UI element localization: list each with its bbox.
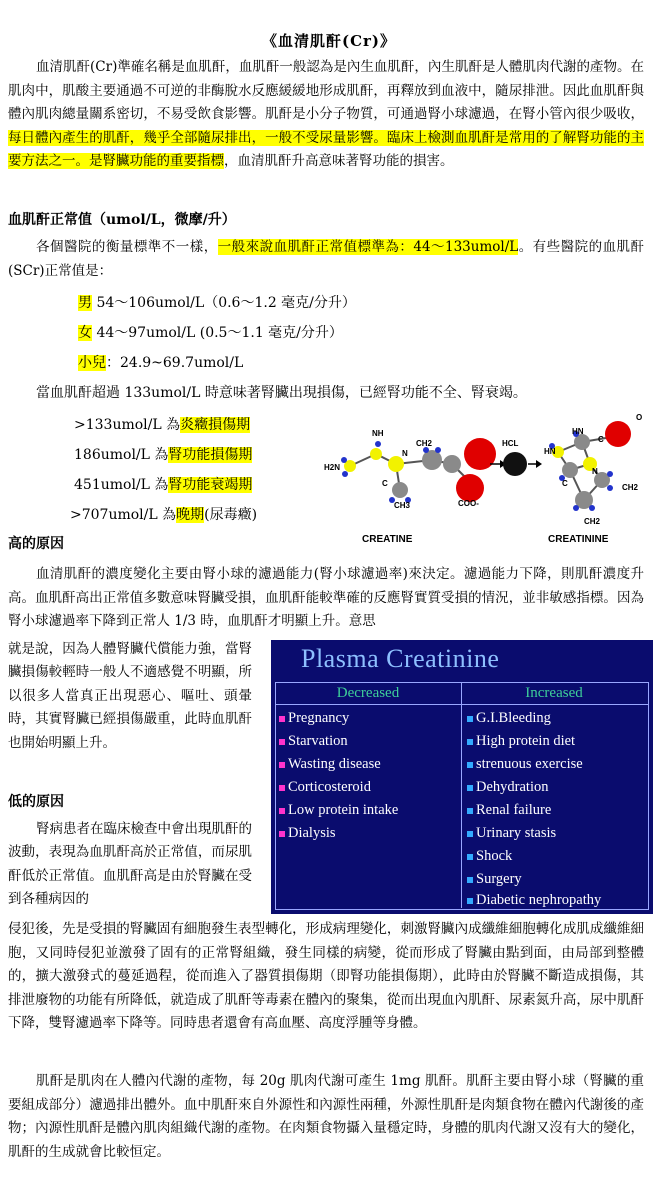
atom-label: O xyxy=(636,413,643,422)
atom-label: C xyxy=(598,435,604,444)
plasma-creatinine-panel xyxy=(271,640,653,914)
atom-label: H2N xyxy=(324,463,341,472)
low-heading: 低的原因 xyxy=(8,794,64,810)
atom-label: N xyxy=(402,449,408,458)
increased-item: Urinary stasis xyxy=(467,825,556,842)
stage-line xyxy=(74,444,252,464)
chlorine-atom xyxy=(503,452,527,476)
decreased-item: Pregnancy xyxy=(279,710,349,727)
decreased-item: Low protein intake xyxy=(279,802,398,819)
creatine-label: CREATINE xyxy=(362,534,413,545)
atom-label: HN xyxy=(572,427,584,436)
decreased-item: Dialysis xyxy=(279,825,336,842)
increased-item: Renal failure xyxy=(467,802,551,819)
increased-item: G.I.Bleeding xyxy=(467,710,551,727)
atom-label: N xyxy=(592,467,598,476)
normal-pre: 各個醫院的衡量標準不一樣， xyxy=(36,239,218,255)
intro-paragraph xyxy=(8,56,644,174)
increased-item: Surgery xyxy=(467,871,522,888)
normal-post: 。有些醫院的血肌酐(SCr)正常值是： xyxy=(8,239,645,279)
stage-line xyxy=(74,474,252,494)
female-value: 44～97umol/L (0.5～1.1 毫克/分升） xyxy=(92,325,343,341)
child-value: ：24.9~69.7umol/L xyxy=(106,355,244,371)
stage-line xyxy=(74,414,250,434)
document-title: 《血清肌酐(Cr)》 xyxy=(261,32,397,50)
increased-item: Diabetic nephropathy xyxy=(467,892,601,909)
child-label: 小兒 xyxy=(78,355,106,371)
atom-label: CH2 xyxy=(622,483,639,492)
damage-note: 當血肌酐超過 133umol/L 時意味著腎臟出現損傷，已經腎功能不全、腎衰竭。 xyxy=(36,385,527,401)
nitrogen-atom xyxy=(370,448,382,460)
increased-header: Increased xyxy=(525,685,583,701)
decreased-item: Wasting disease xyxy=(279,756,381,773)
atom-label: HCL xyxy=(502,439,519,448)
carbon-atom xyxy=(443,455,461,473)
oxygen-atom xyxy=(456,474,484,502)
atom-label: C xyxy=(382,479,388,488)
male-label: 男 xyxy=(78,295,92,311)
stage-highlight: 腎功能衰竭期 xyxy=(168,477,253,493)
panel-title: Plasma Creatinine xyxy=(301,644,500,673)
creatinine-label: CREATININE xyxy=(548,534,609,545)
female-range xyxy=(78,322,343,342)
carbon-atom xyxy=(562,462,578,478)
atom-label: HN xyxy=(544,447,556,456)
oxygen-atom xyxy=(464,438,496,470)
carbon-atom xyxy=(392,482,408,498)
oxygen-atom xyxy=(605,421,631,447)
stage-highlight: 炎癥損傷期 xyxy=(180,417,251,433)
stage-suffix: (尿毒癥) xyxy=(204,507,258,523)
increased-item: strenuous exercise xyxy=(467,756,583,773)
creatine-creatinine-diagram xyxy=(320,412,655,552)
increased-item: Dehydration xyxy=(467,779,548,796)
table-divider xyxy=(275,704,649,705)
atom-label: CH2 xyxy=(584,517,601,526)
normal-heading: 血肌酐正常值（umol/L，微摩/升） xyxy=(8,212,236,228)
final-paragraph: 肌酐是肌肉在人體內代謝的產物，每 20g 肌肉代謝可產生 1mg 肌酐。肌酐主要由腎小球（腎臟的重要組成部分）濾過排出體外。血中肌酐來自外源性和內源性兩種，外源性肌酐是肉類食物在體內代謝後的產物；內源性肌酐是體內肌肉組織代謝的產物。在肉類食物攝入量穩定時，身體的肌肉代謝又沒有大的變化，肌酐的生成就會比較恒定。 xyxy=(8,1073,644,1160)
intro-text-end: ，血清肌酐升高意味著腎功能的損害。 xyxy=(224,153,454,169)
increased-item: High protein diet xyxy=(467,733,575,750)
stage-highlight: 晚期 xyxy=(176,507,205,523)
atom-label: C xyxy=(562,479,568,488)
male-value: 54～106umol/L（0.6～1.2 毫克/分升） xyxy=(92,295,356,311)
reaction-arrow xyxy=(490,452,542,476)
normal-highlight: 一般來說血肌酐正常值標準為：44～133umol/L xyxy=(217,239,519,255)
stage-line xyxy=(70,504,257,524)
normal-paragraph xyxy=(8,236,644,283)
increased-item: Shock xyxy=(467,848,512,865)
stage-value: 186umol/L 為 xyxy=(74,447,169,463)
stage-value: >133umol/L 為 xyxy=(74,417,181,433)
stage-highlight: 腎功能損傷期 xyxy=(168,447,253,463)
decreased-item: Starvation xyxy=(279,733,348,750)
child-range xyxy=(78,352,243,372)
atom-label: COO- xyxy=(458,499,479,508)
stage-value: >707umol/L 為 xyxy=(70,507,177,523)
atom-label: CH2 xyxy=(416,439,433,448)
low-paragraph-continued: 侵犯後，先是受損的腎臟固有細胞發生表型轉化，形成病理變化，刺激腎臟內成纖維細胞轉化成肌成纖維細胞，又同時侵犯並激發了固有的正常腎組織，發生同樣的病變，從而形成了腎臟由點到面，由局部到整體的，擴大激發式的蔓延過程，從而進入了器質損傷期（即腎功能損傷期），此時由於腎臟不斷造成損傷，其排泄廢物的功能有所降低，就造成了肌酐等毒素在體內的聚集，從而出現血內肌酐、尿素氮升高，尿中肌酐下降，雙腎濾過率下降等。同時患者還會有高血壓、高度浮腫等身體。 xyxy=(8,921,644,1031)
intro-text: 血清肌酐(Cr)準確名稱是血肌酐，血肌酐一般認為是內生血肌酐，內生肌酐是人體肌肉代謝的產物。在肌肉中，肌酸主要通過不可逆的非酶脫水反應緩緩地形成肌酐，再釋放到血液中，隨尿排泄。因此血肌酐與體內肌肉總量關系密切，不易受飲食影響。肌酐是小分子物質，可通過腎小球濾過，在腎小管內很少吸收， xyxy=(8,59,644,122)
nitrogen-atom xyxy=(388,456,404,472)
atom-label: NH xyxy=(372,429,384,438)
carbon-atom xyxy=(422,450,442,470)
high-paragraph-continued: 就是說，因為人體腎臟代償能力強，當腎臟損傷較輕時一般人不適感覺不明顯，所以很多人當真正出現惡心、嘔吐、頭暈時，其實腎臟已經損傷嚴重，此時血肌酐也開始明顯上升。 xyxy=(8,641,252,751)
high-heading: 高的原因 xyxy=(8,536,64,552)
column-divider xyxy=(461,704,462,908)
male-range xyxy=(78,292,356,312)
female-label: 女 xyxy=(78,325,92,341)
decreased-header: Decreased xyxy=(275,682,462,704)
low-paragraph: 腎病患者在臨床檢查中會出現肌酐的波動，表現為血肌酐高於正常值，而尿肌酐低於正常值。血肌酐高是由於腎臟在受到各種病因的 xyxy=(8,821,252,908)
intro-highlight: 每日體內產生的肌酐，幾乎全部隨尿排出，一般不受尿量影響。臨床上檢測血肌酐是常用的了解腎功能的主要方法之一。是腎臟功能的重要指標 xyxy=(8,129,644,169)
decreased-item: Corticosteroid xyxy=(279,779,371,796)
stage-value: 451umol/L 為 xyxy=(74,477,169,493)
creatinine-molecule xyxy=(549,421,631,511)
high-paragraph: 血清肌酐的濃度變化主要由腎小球的濾過能力(腎小球濾過率)來決定。濾過能力下降，則肌酐濃度升高。血肌酐高出正常值多數意味腎臟受損，血肌酐能較準確的反應腎實質受損的情況，並非敏感指標。因為腎小球濾過率下降到正常人 1/3 時，血肌酐才明顯上升。意思 xyxy=(8,566,644,629)
atom-label: CH3 xyxy=(394,501,411,510)
